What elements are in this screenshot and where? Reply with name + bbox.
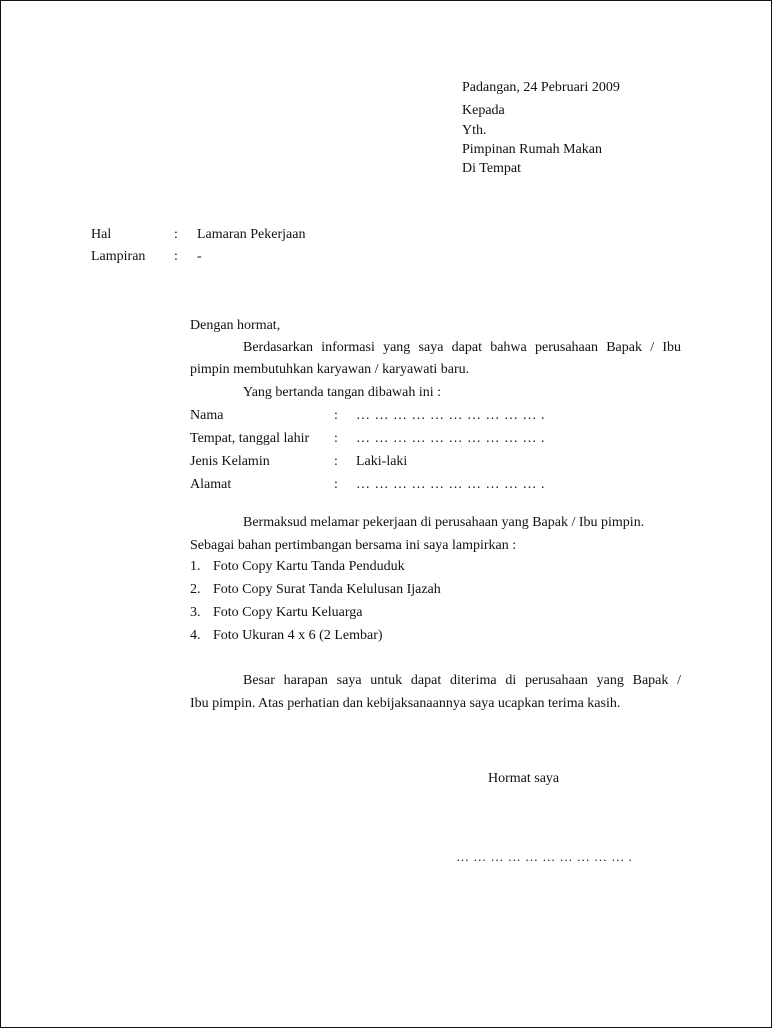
attachment-value: - xyxy=(197,249,202,264)
list-item: Foto Ukuran 4 x 6 (2 Lembar) xyxy=(213,628,383,643)
closing-line-2: Ibu pimpin. Atas perhatian dan kebijaksanaannya saya ucapkan terima kasih. xyxy=(190,696,621,711)
subject-value: Lamaran Pekerjaan xyxy=(197,227,306,242)
field-label-nama: Nama xyxy=(190,408,224,423)
list-item-number: 1. xyxy=(190,559,201,574)
subject-colon: : xyxy=(174,227,178,242)
field-value-ttl: … … … … … … … … … … . xyxy=(356,431,545,446)
paragraph-2-line-1: Bermaksud melamar pekerjaan di perusahaan yang Bapak / Ibu pimpin. xyxy=(243,515,645,530)
subject-label: Hal xyxy=(91,227,112,242)
paragraph-2-line-2: Sebagai bahan pertimbangan bersama ini saya lampirkan : xyxy=(190,538,517,553)
field-label-ttl: Tempat, tanggal lahir xyxy=(190,431,310,446)
paragraph-1-line-2: pimpin membutuhkan karyawan / karyawati baru. xyxy=(190,362,470,377)
signature-salutation: Hormat saya xyxy=(488,771,560,786)
recipient-location: Di Tempat xyxy=(462,161,522,176)
list-item-number: 4. xyxy=(190,628,201,643)
field-value-alamat: … … … … … … … … … … . xyxy=(356,477,545,492)
paragraph-1-line-1: Berdasarkan informasi yang saya dapat bahwa perusahaan Bapak / Ibu xyxy=(243,340,681,355)
field-label-jenis-kelamin: Jenis Kelamin xyxy=(190,454,270,469)
list-item: Foto Copy Kartu Keluarga xyxy=(213,605,363,620)
place-date: Padangan, 24 Pebruari 2009 xyxy=(462,80,620,95)
attachment-colon: : xyxy=(174,249,178,264)
field-label-alamat: Alamat xyxy=(190,477,232,492)
list-item-number: 3. xyxy=(190,605,201,620)
list-item: Foto Copy Surat Tanda Kelulusan Ijazah xyxy=(213,582,441,597)
greeting: Dengan hormat, xyxy=(190,318,281,333)
list-item-number: 2. xyxy=(190,582,201,597)
recipient-honorific: Yth. xyxy=(462,123,487,138)
recipient-name: Pimpinan Rumah Makan xyxy=(462,142,602,157)
recipient-kepada: Kepada xyxy=(462,103,505,118)
closing-line-1: Besar harapan saya untuk dapat diterima di perusahaan yang Bapak / xyxy=(243,673,681,688)
field-colon: : xyxy=(334,431,338,446)
list-item: Foto Copy Kartu Tanda Penduduk xyxy=(213,559,405,574)
field-value-jenis-kelamin: Laki-laki xyxy=(356,454,408,469)
attachment-label: Lampiran xyxy=(91,249,146,264)
field-colon: : xyxy=(334,454,338,469)
field-value-nama: … … … … … … … … … … . xyxy=(356,408,545,423)
field-colon: : xyxy=(334,477,338,492)
signature-name-placeholder: … … … … … … … … … … . xyxy=(456,849,633,864)
field-colon: : xyxy=(334,408,338,423)
intro-line: Yang bertanda tangan dibawah ini : xyxy=(243,385,442,400)
